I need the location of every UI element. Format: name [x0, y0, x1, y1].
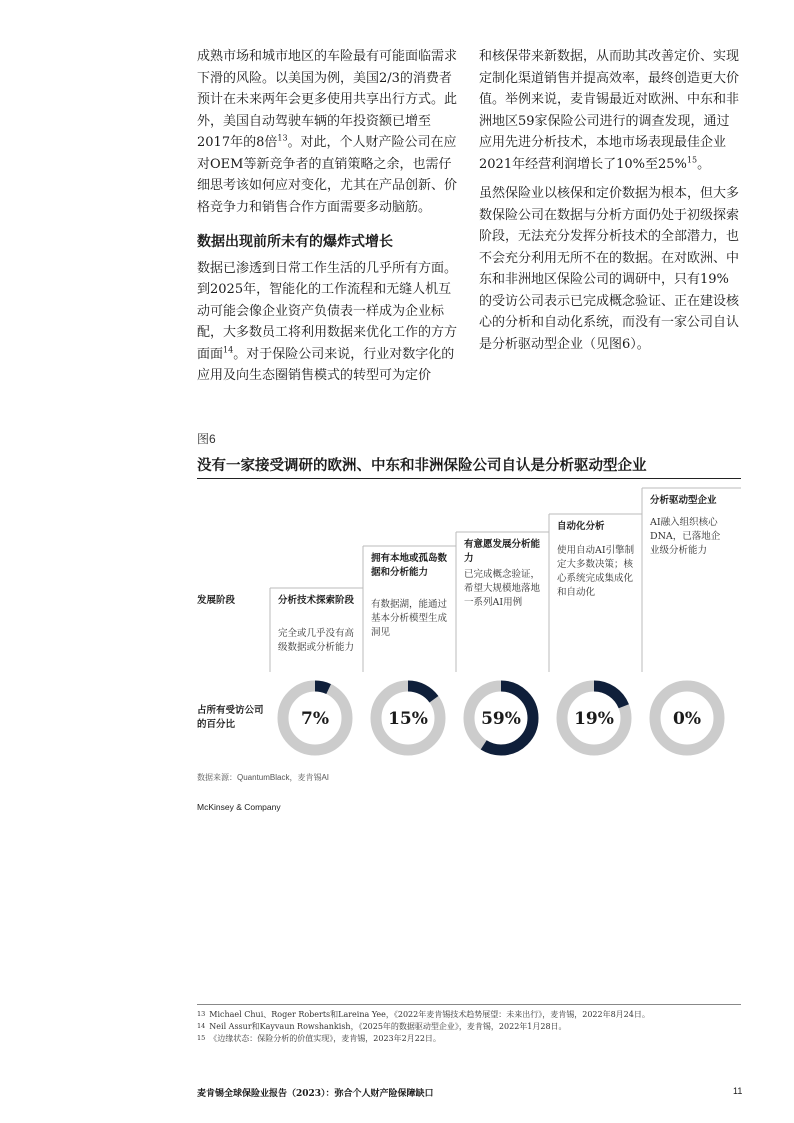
footnote-ref[interactable]: 15: [686, 155, 698, 165]
stage-description: 已完成概念验证，希望大规模地落地一系列AI用例: [464, 569, 541, 608]
figure-source: 数据来源：QuantumBlack，麦肯锡AI: [197, 773, 330, 782]
stage-title: 分析技术探索阶段: [278, 595, 355, 606]
percent-label: 15%: [388, 709, 428, 729]
section-heading: 数据出现前所未有的爆炸式增长: [197, 234, 393, 250]
footer-title: 麦肯锡全球保险业报告（2023）：弥合个人财产险保障缺口: [197, 1089, 434, 1099]
stage-description: 使用自动AI引擎制定大多数决策；核心系统完成集成化和自动化: [557, 545, 635, 598]
brand-logo-text: McKinsey & Company: [197, 802, 281, 812]
stage-title: 有意愿发展分析能力: [464, 539, 541, 564]
paragraph: 成熟市场和城市地区的车险最有可能面临需求下滑的风险。以美国为例，美国2/3的消费者预计在未来两年会更多使用共享出行方式。此外，美国自动驾驶车辆的年投资额已增至2017年的8倍$^{13}$。对此，个人财产险公司在应对OEM等新竞争者的直销策略之余，也需仔细思考该如何应对变化，尤其在产品创新、价格竞争力和销售合作方面需要多动脑筋。: [197, 49, 458, 215]
percent-label: 59%: [481, 709, 521, 729]
footnote: $^{14}$ Neil Assur和Kayvaun Rowshankish，《2025年的数据驱动型企业》，麦肯锡，2022年1月28日。: [197, 1022, 567, 1031]
paragraph: 数据已渗透到日常工作生活的几乎所有方面。到2025年，智能化的工作流程和无缝人机互动可能会像企业资产负债表一样成为企业标配，大多数员工将利用数据来优化工作的方方面面$^{14}$。对于保险公司来说，行业对数字化的应用及向生态圈销售模式的转型可为定价: [197, 260, 458, 383]
stage-description: 有数据湖，能通过基本分析模型生成洞见: [371, 599, 448, 638]
stage-title: 自动化分析: [557, 521, 605, 532]
footnote-ref[interactable]: 14: [223, 345, 234, 355]
paragraph: 和核保带来新数据，从而助其改善定价、实现定制化渠道销售并提高效率，最终创造更大价值。举例来说，麦肯锡最近对欧洲、中东和非洲地区59家保险公司进行的调查发现，通过应用先进分析技术，本地市场表现最佳企业2021年经营利润增长了10%至25%$^{15}$。: [479, 49, 740, 172]
stage-title: 分析驱动型企业: [650, 495, 717, 506]
percent-label: 19%: [574, 709, 614, 729]
stage-description: AI融入组织核心DNA，已落地企业级分析能力: [650, 517, 721, 556]
footnote-ref[interactable]: 13: [277, 133, 288, 143]
footnote: $^{13}$ Michael Chui、Roger Roberts和Lareina Yee，《2022年麦肯锡技术趋势展望：未来出行》，麦肯锡，2022年8月24日。: [197, 1010, 650, 1019]
figure-label: 图6: [197, 432, 216, 446]
stage-description: 完全或几乎没有高级数据或分析能力: [278, 628, 355, 653]
footnote: $^{15}$ 《边缘状态：保险分析的价值实现》，麦肯锡，2023年2月22日。: [197, 1034, 441, 1043]
footnote-divider: [197, 1004, 741, 1005]
stage-title: 拥有本地或孤岛数据和分析能力: [371, 553, 448, 578]
percent-label: 0%: [673, 709, 701, 729]
page-number: 11: [733, 1086, 743, 1096]
percent-label: 7%: [301, 709, 329, 729]
row-label-percent: 占所有受访公司的百分比: [197, 705, 264, 730]
paragraph: 虽然保险业以核保和定价数据为根本，但大多数保险公司在数据与分析方面仍处于初级探索阶段，无法充分发挥分析技术的全部潜力，也不会充分利用无所不在的数据。在对欧洲、中东和非洲地区保险公司的调研中，只有19%的受访公司表示已完成概念验证、正在建设核心的分析和自动化系统，而没有一家公司自认是分析驱动型企业（见图6）。: [479, 186, 740, 352]
row-label-stage: 发展阶段: [197, 595, 236, 606]
figure-title: 没有一家接受调研的欧洲、中东和非洲保险公司自认是分析驱动型企业: [197, 457, 647, 474]
